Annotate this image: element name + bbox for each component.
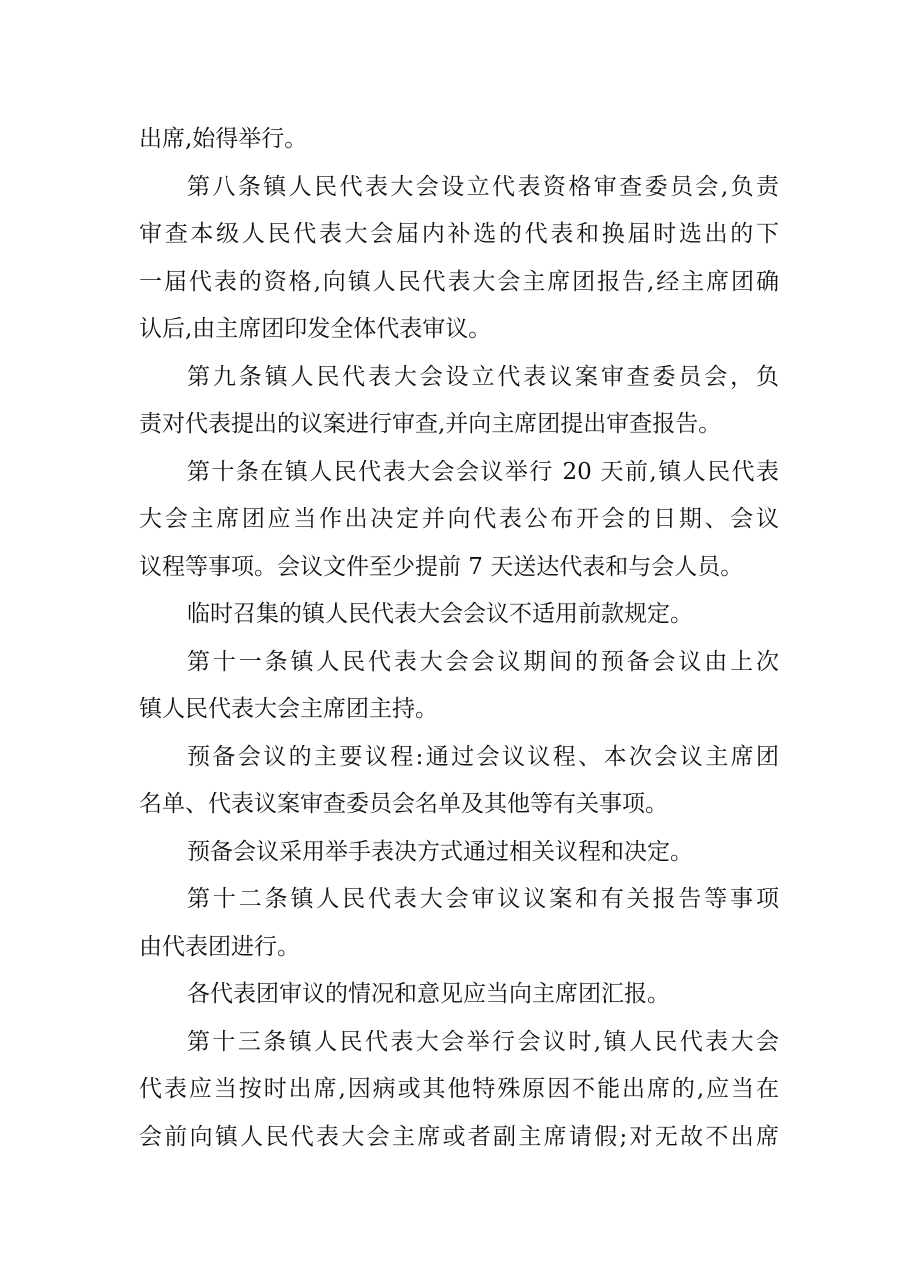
paragraph-line: 各代表团审议的情况和意见应当向主席团汇报。 <box>187 981 670 1007</box>
text-line: 审查本级人民代表大会届内补选的代表和换届时选出的下 <box>139 221 779 247</box>
paragraph-line: 预备会议的主要议程:通过会议议程、本次会议主席团 <box>187 743 779 770</box>
paragraph-line: 临时召集的镇人民代表大会会议不适用前款规定。 <box>187 601 693 627</box>
text-line: 镇人民代表大会主席团主持。 <box>139 696 438 722</box>
text-line: 代表应当按时出席,因病或其他特殊原因不能出席的,应当在 <box>139 1076 779 1102</box>
text-line: 责对代表提出的议案进行审查,并向主席团提出审查报告。 <box>139 411 722 437</box>
text-line: 认后,由主席团印发全体代表审议。 <box>139 316 492 342</box>
article-11-line: 第十一条镇人民代表大会会议期间的预备会议由上次 <box>187 648 779 675</box>
text-line: 议程等事项。会议文件至少提前 7 天送达代表和与会人员。 <box>139 553 744 580</box>
article-13-line: 第十三条镇人民代表大会举行会议时,镇人民代表大会 <box>187 1028 779 1055</box>
document-body <box>139 116 779 1161</box>
article-12-line: 第十二条镇人民代表大会审议议案和有关报告等事项 <box>187 886 779 912</box>
text-line: 名单、代表议案审查委员会名单及其他等有关事项。 <box>139 791 668 817</box>
text-line: 出席,始得举行。 <box>139 126 308 152</box>
article-8-line: 第八条镇人民代表大会设立代表资格审查委员会,负责 <box>187 173 779 200</box>
article-9-line: 第九条镇人民代表大会设立代表议案审查委员会，负 <box>187 363 779 390</box>
text-line: 由代表团进行。 <box>139 933 300 960</box>
text-line: 大会主席团应当作出决定并向代表公布开会的日期、会议 <box>139 506 779 532</box>
paragraph-line: 预备会议采用举手表决方式通过相关议程和决定。 <box>187 838 693 865</box>
article-10-line: 第十条在镇人民代表大会会议举行 20 天前,镇人民代表 <box>187 458 779 485</box>
text-line: 会前向镇人民代表大会主席或者副主席请假;对无故不出席 <box>139 1123 779 1150</box>
text-line: 一届代表的资格,向镇人民代表大会主席团报告,经主席团确 <box>139 268 779 295</box>
